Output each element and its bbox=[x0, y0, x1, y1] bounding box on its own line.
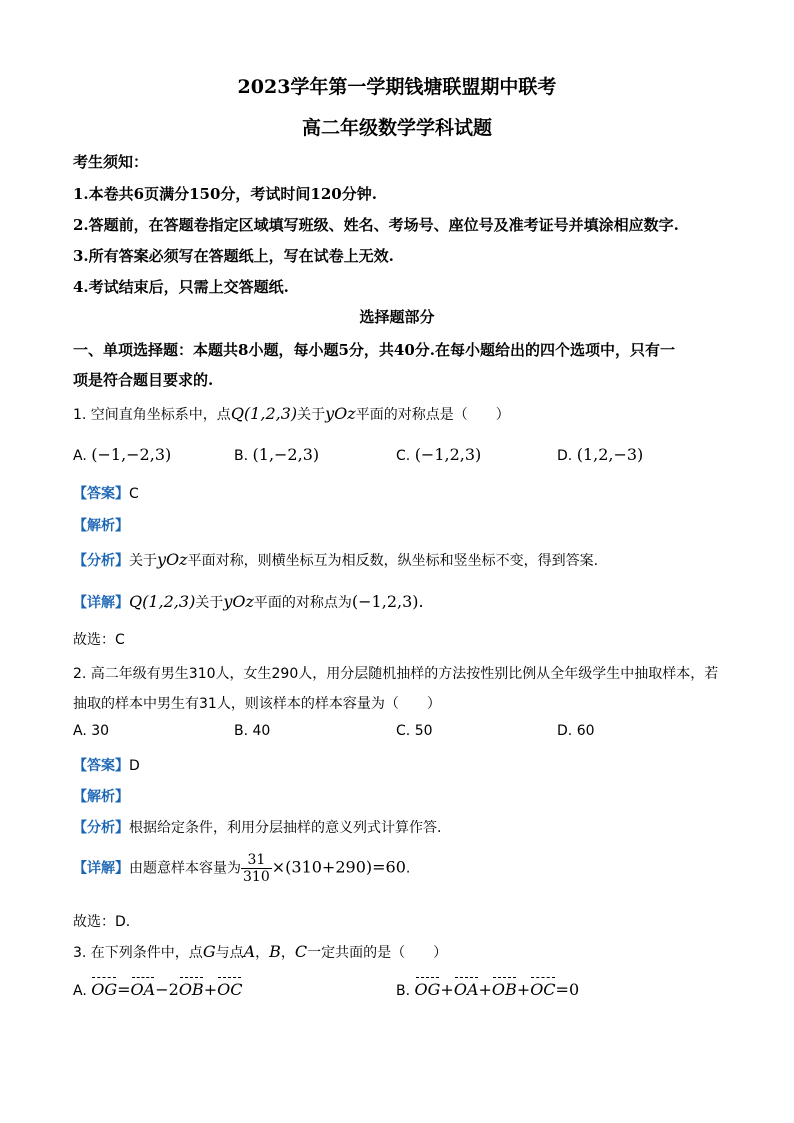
q1-prefix: 1. 空间直角坐标系中，点 bbox=[73, 407, 231, 423]
q1-detail: 【详解】Q(1,2,3)关于yOz平面的对称点为(−1,2,3). bbox=[73, 592, 424, 611]
q2-stem-line1: 2. 高二年级有男生310人，女生290人，用分层随机抽样的方法按性别比例从全年级学生中抽取样本，若 bbox=[73, 666, 719, 682]
q1-plane: yOz bbox=[325, 404, 356, 423]
notice-item-1: 1.本卷共6页满分150分，考试时间120分钟. bbox=[73, 185, 377, 203]
q1-answer-value: C bbox=[129, 486, 139, 502]
q1-answer bbox=[73, 483, 139, 503]
q2-stem-line2: 抽取的样本中男生有31人，则该样本的样本容量为（ ） bbox=[73, 696, 441, 712]
notice-item-3: 3.所有答案必须写在答题纸上，写在试卷上无效. bbox=[73, 247, 394, 265]
part-instruction-line1: 一、单项选择题：本题共8小题，每小题5分，共40分.在每小题给出的四个选项中，只有一 bbox=[73, 341, 675, 359]
q1-mid: 关于 bbox=[297, 407, 326, 423]
notice-heading: 考生须知： bbox=[73, 153, 149, 171]
q1-option-c: C. (−1,2,3) bbox=[396, 445, 482, 464]
q2-option-c: C. 50 bbox=[396, 723, 433, 739]
exam-subtitle: 高二年级数学学科试题 bbox=[301, 117, 492, 139]
question-1-stem bbox=[73, 404, 510, 424]
q1-option-d: D. (1,2,−3) bbox=[557, 445, 644, 464]
q1-suffix: 平面的对称点是（ ） bbox=[355, 407, 510, 423]
q1-analysis-tag: 【解析】 bbox=[73, 518, 129, 534]
q3-option-b: B. OG+OA+OB+OC=0 bbox=[396, 980, 580, 999]
q2-option-a: A. 30 bbox=[73, 723, 110, 739]
q2-fraction: $\frac{31}{310}$ bbox=[243, 852, 270, 885]
q1-point: Q(1,2,3) bbox=[230, 404, 298, 423]
section-heading: 选择题部分 bbox=[359, 308, 435, 326]
notice-item-4: 4.考试结束后，只需上交答题纸. bbox=[73, 278, 289, 296]
notice-item-2: 2.答题前，在答题卷指定区域填写班级、姓名、考场号、座位号及准考证号并填涂相应数字. bbox=[73, 216, 679, 234]
q2-conclusion: 故选：D. bbox=[73, 914, 131, 930]
exam-title: 2023学年第一学期钱塘联盟期中联考 bbox=[237, 76, 557, 98]
q2-fenxi: 【分析】根据给定条件，利用分层抽样的意义列式计算作答. bbox=[73, 820, 442, 836]
q2-option-b: B. 40 bbox=[234, 723, 271, 739]
q1-answer-tag: 【答案】 bbox=[73, 486, 129, 502]
q2-option-d: D. 60 bbox=[557, 723, 595, 739]
q2-analysis-tag: 【解析】 bbox=[73, 789, 129, 805]
q2-answer: 【答案】D bbox=[73, 758, 140, 774]
q1-option-b: B. (1,−2,3) bbox=[234, 445, 320, 464]
q1-fenxi: 【分析】关于yOz平面对称，则横坐标互为相反数，纵坐标和竖坐标不变，得到答案. bbox=[73, 550, 599, 569]
q3-stem: 3. 在下列条件中，点G与点A，B，C一定共面的是（ ） bbox=[73, 942, 448, 961]
part-instruction-line2: 项是符合题目要求的. bbox=[73, 371, 214, 389]
q1-conclusion: 故选：C bbox=[73, 632, 125, 648]
q2-detail: 【详解】由题意样本容量为 $\frac{31}{310}$ ×(310+290)=60. bbox=[73, 852, 411, 885]
q1-option-a: A. (−1,−2,3) bbox=[73, 445, 172, 464]
q3-option-a: A. OG=OA−2OB+OC bbox=[73, 980, 243, 999]
